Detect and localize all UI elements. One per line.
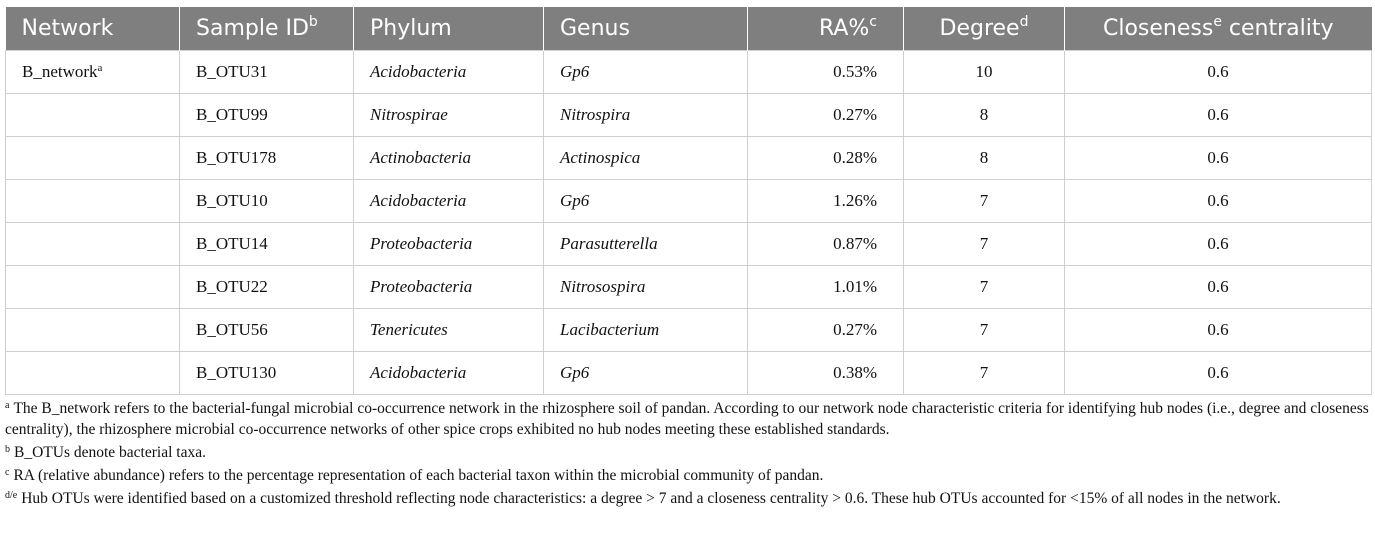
footnote-text: B_OTUs denote bacterial taxa.	[14, 444, 206, 461]
cell-genus: Gp6	[544, 352, 748, 395]
cell-network: B_network$^a$	[6, 51, 180, 94]
cell-genus: Gp6	[544, 180, 748, 223]
cell-closeness: 0.6	[1065, 51, 1372, 94]
hub-otu-table-container	[5, 7, 1371, 395]
cell-network	[6, 137, 180, 180]
cell-phylum: Actinobacteria	[354, 137, 544, 180]
cell-degree: 8	[904, 94, 1065, 137]
cell-ra: 0.27%	[748, 309, 904, 352]
cell-phylum: Acidobacteria	[354, 51, 544, 94]
table-row	[6, 352, 1372, 395]
cell-genus: Parasutterella	[544, 223, 748, 266]
cell-sample-id: B_OTU56	[180, 309, 354, 352]
footnote-text: The B_network refers to the bacterial-fungal microbial co-occurrence network in the rhizosphere soil of pandan. According to our network node characteristic criteria for identifying hub nodes (i.e., degree and closeness centrality), the rhizosphere microbial co-occurrence networks of other spice crops exhibited no hub nodes meeting these established standards.	[5, 400, 1369, 438]
cell-ra: 0.53%	[748, 51, 904, 94]
cell-genus: Nitrosospira	[544, 266, 748, 309]
cell-ra: 0.28%	[748, 137, 904, 180]
footnote-mark: d/e	[5, 490, 18, 501]
cell-degree: 7	[904, 223, 1065, 266]
table-row	[6, 137, 1372, 180]
cell-degree: 7	[904, 180, 1065, 223]
cell-phylum: Proteobacteria	[354, 223, 544, 266]
cell-degree: 7	[904, 352, 1065, 395]
cell-ra: 0.38%	[748, 352, 904, 395]
table-row	[6, 180, 1372, 223]
cell-network	[6, 352, 180, 395]
footnote-text: RA (relative abundance) refers to the percentage representation of each bacterial taxon within the microbial community of pandan.	[13, 467, 824, 484]
cell-network	[6, 309, 180, 352]
cell-sample-id: B_OTU22	[180, 266, 354, 309]
hub-otu-table	[5, 7, 1372, 395]
cell-sample-id: B_OTU178	[180, 137, 354, 180]
header-degree: Degree$^d$	[904, 7, 1065, 51]
cell-sample-id: B_OTU31	[180, 51, 354, 94]
table-header	[6, 7, 1372, 51]
cell-sample-id: B_OTU10	[180, 180, 354, 223]
table-row	[6, 94, 1372, 137]
cell-ra: 0.27%	[748, 94, 904, 137]
footnote-mark: c	[5, 467, 10, 478]
cell-network	[6, 266, 180, 309]
header-ra: RA%$^c$	[748, 7, 904, 51]
cell-phylum: Nitrospirae	[354, 94, 544, 137]
table-row	[6, 266, 1372, 309]
header-phylum: Phylum	[354, 7, 544, 51]
header-sample-id: Sample $ID^b$	[180, 7, 354, 51]
cell-genus: Actinospica	[544, 137, 748, 180]
cell-network	[6, 94, 180, 137]
footnote	[5, 442, 1371, 463]
cell-phylum: Proteobacteria	[354, 266, 544, 309]
cell-ra: 0.87%	[748, 223, 904, 266]
cell-sample-id: B_OTU130	[180, 352, 354, 395]
cell-phylum: Acidobacteria	[354, 352, 544, 395]
header-row	[6, 7, 1372, 51]
cell-closeness: 0.6	[1065, 137, 1372, 180]
cell-degree: 8	[904, 137, 1065, 180]
cell-genus: Nitrospira	[544, 94, 748, 137]
header-network: Network	[6, 7, 180, 51]
cell-ra: 1.01%	[748, 266, 904, 309]
cell-degree: 10	[904, 51, 1065, 94]
cell-closeness: 0.6	[1065, 223, 1372, 266]
cell-closeness: 0.6	[1065, 94, 1372, 137]
table-row	[6, 309, 1372, 352]
cell-phylum: Tenericutes	[354, 309, 544, 352]
cell-ra: 1.26%	[748, 180, 904, 223]
footnote	[5, 488, 1371, 509]
cell-genus: Gp6	[544, 51, 748, 94]
footnote	[5, 398, 1371, 440]
cell-closeness: 0.6	[1065, 309, 1372, 352]
cell-network	[6, 180, 180, 223]
cell-closeness: 0.6	[1065, 266, 1372, 309]
footnote-text: Hub OTUs were identified based on a customized threshold reflecting node characteristics: a degree > 7 and a closeness centrality > 0.6. These hub OTUs accounted for <15% of all nodes in the network.	[21, 490, 1281, 507]
cell-closeness: 0.6	[1065, 180, 1372, 223]
cell-sample-id: B_OTU99	[180, 94, 354, 137]
cell-degree: 7	[904, 309, 1065, 352]
footnote	[5, 465, 1371, 486]
table-row	[6, 223, 1372, 266]
cell-degree: 7	[904, 266, 1065, 309]
header-genus: Genus	[544, 7, 748, 51]
cell-genus: Lacibacterium	[544, 309, 748, 352]
cell-phylum: Acidobacteria	[354, 180, 544, 223]
footnote-mark: b	[5, 444, 10, 455]
cell-sample-id: B_OTU14	[180, 223, 354, 266]
footnote-mark: a	[5, 400, 10, 411]
table-footnotes	[5, 398, 1371, 511]
cell-closeness: 0.6	[1065, 352, 1372, 395]
table-row	[6, 51, 1372, 94]
table-body	[6, 51, 1372, 395]
cell-network	[6, 223, 180, 266]
header-closeness-centrality: Closeness$^e$ centrality	[1065, 7, 1372, 51]
